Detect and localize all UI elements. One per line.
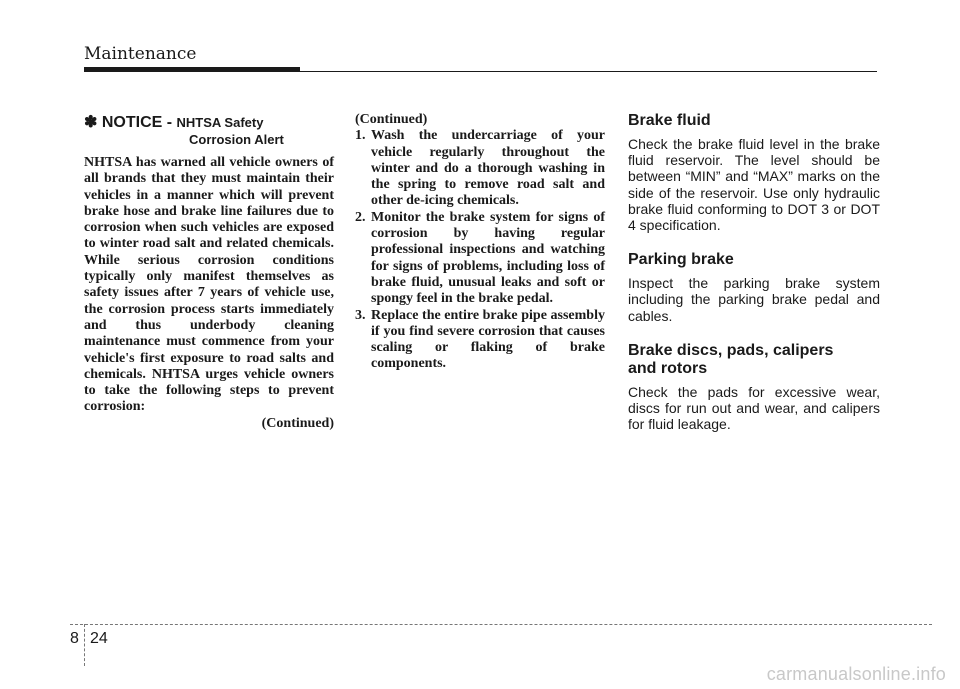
step-text: Wash the undercarriage of your vehicle regularly throughout the winter and do a thorough washing in the spring to remove road salt and other de-icing chemicals. — [371, 128, 605, 209]
page-number: 24 — [90, 630, 108, 647]
section-title-brake-fluid: Brake fluid — [628, 112, 711, 129]
notice-steps-column — [355, 112, 605, 373]
list-item — [355, 308, 605, 373]
step-number: 1. — [355, 128, 366, 144]
notice-steps-list — [355, 128, 605, 372]
section-body-brake-discs: Check the pads for excessive wear, discs for run out and wear, and calipers for fluid leakage. — [628, 383, 880, 433]
notice-continued-end: (Continued) — [261, 415, 334, 431]
section-body-brake-fluid: Check the brake fluid level in the brake fluid reservoir. The level should be between “MIN” and “MAX” marks on the side of the reservoir. Use only hydraulic brake fluid conforming to DOT 3 or DOT 4 specification. — [628, 136, 880, 234]
notice-continued-start: (Continued) — [355, 112, 428, 127]
notice-heading — [84, 112, 334, 147]
list-item — [355, 128, 605, 209]
step-text: Monitor the brake system for signs of corrosion by having regular professional inspections and watching for signs of problems, including loss of brake fluid, unusual leaks and soft or spongy feel in the brake pedal. — [371, 209, 605, 307]
notice-subject-line1: NHTSA Safety — [176, 115, 264, 130]
footer-vertical-rule — [84, 624, 85, 666]
site-watermark: carmanualsonline.info — [766, 664, 946, 684]
notice-subject-line2: Corrosion Alert — [189, 132, 284, 147]
notice-star-icon: ✽ — [84, 114, 98, 131]
notice-label: NOTICE - — [101, 114, 177, 131]
notice-body: NHTSA has warned all vehicle owners of all brands that they must maintain their vehicles in a manner which will prevent brake hose and brake line failures due to corrosion when such vehicles are exposed to winter road salt and related chemicals. While serious corrosion conditions typically only manifest themselves as safety issues after 7 years of vehicle use, the corrosion process starts immediately and thus underbody cleaning maintenance must commence from your vehicle's first exposure to road salts and chemicals. NHTSA urges vehicle owners to take the following steps to prevent corrosion: — [84, 155, 334, 415]
page-header-title: Maintenance — [84, 44, 197, 64]
section-body-parking-brake: Inspect the parking brake system including the parking brake pedal and cables. — [628, 275, 880, 324]
footer-dotted-rule — [70, 624, 932, 625]
section-title-parking-brake: Parking brake — [628, 251, 734, 269]
list-item — [355, 210, 605, 308]
notice-column — [84, 112, 334, 432]
step-number: 2. — [355, 209, 366, 225]
step-text: Replace the entire brake pipe assembly if you find severe corrosion that causes scaling or flaking of brake components. — [371, 307, 605, 372]
chapter-number: 8 — [70, 630, 79, 647]
sections-column — [628, 112, 880, 450]
section-title-brake-discs: Brake discs, pads, calipers and rotors — [628, 341, 834, 377]
step-number: 3. — [355, 307, 366, 323]
header-rule-thin — [84, 71, 877, 72]
